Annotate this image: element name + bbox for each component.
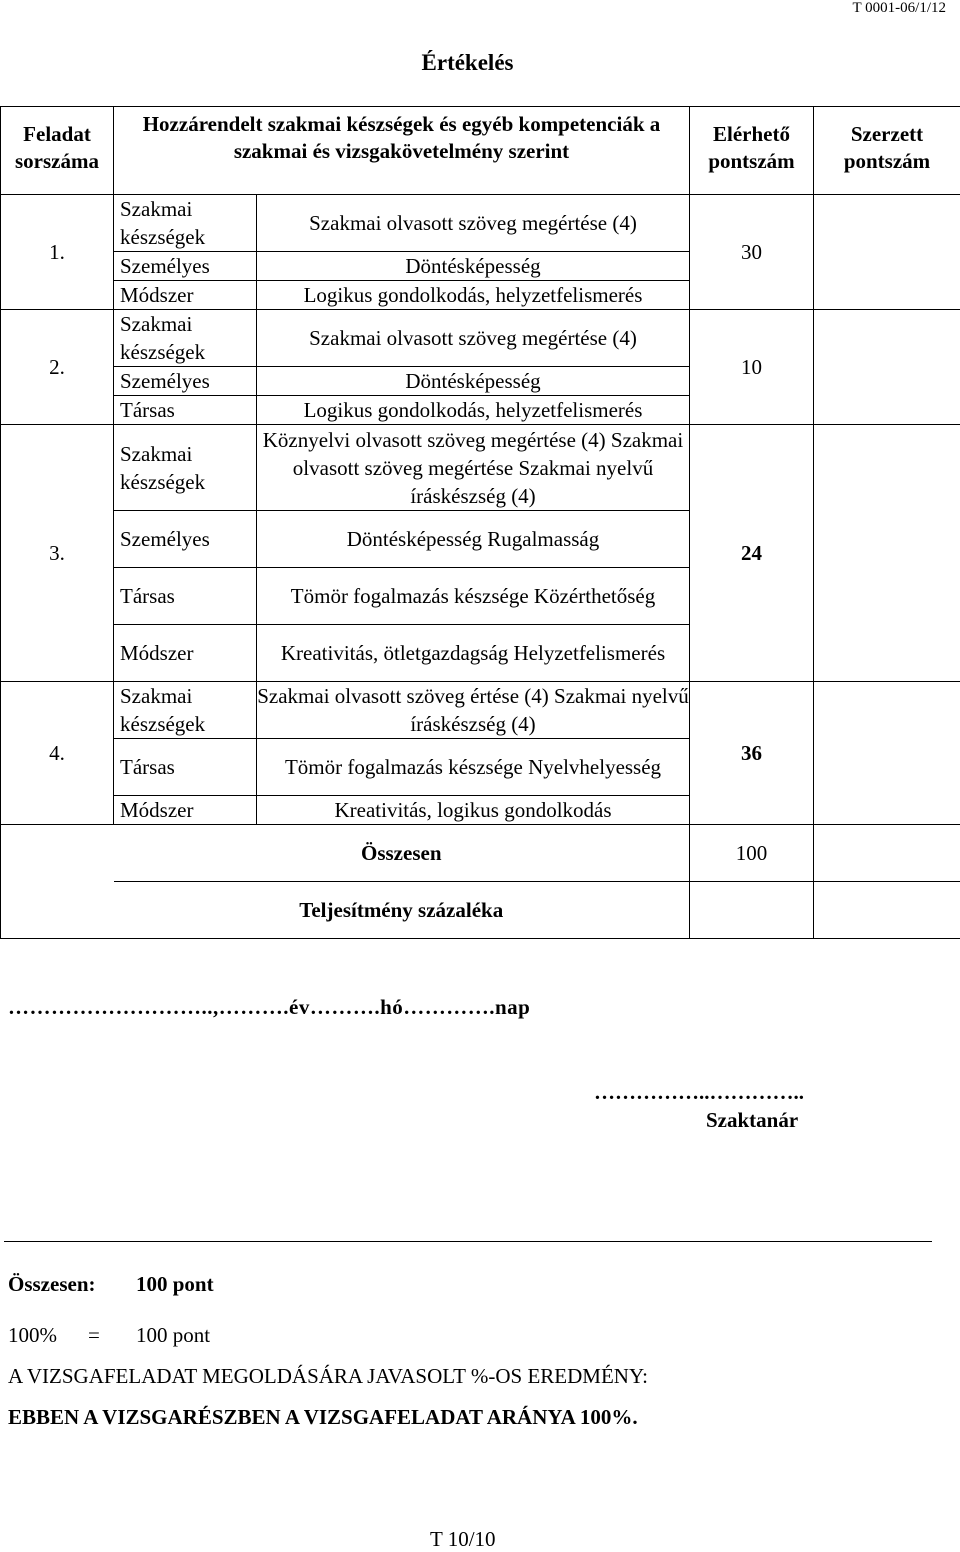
skill-description: Köznyelvi olvasott szöveg megértése (4) Szakmai olvasott szöveg megértése Szakmai nyelvű íráskészség (4) [257,425,690,511]
skill-category: Szakmai készségek [114,682,257,739]
task-number: 1. [1,195,114,310]
skill-category: Módszer [114,625,257,682]
summary-pct-label: 100% [8,1323,88,1348]
task-number: 3. [1,425,114,682]
summary-total [8,1272,214,1297]
skill-category: Társas [114,396,257,425]
skill-description: Tömör fogalmazás készsége Közérthetőség [257,568,690,625]
date-line: ………………………..,……….év……….hó………….nap [8,995,530,1020]
available-points: 36 [690,682,814,825]
skill-category: Személyes [114,511,257,568]
skill-category: Szakmai készségek [114,195,257,252]
skill-category: Személyes [114,252,257,281]
total-available-points: 100 [690,825,814,882]
skill-description: Döntésképesség Rugalmasság [257,511,690,568]
skill-description: Szakmai olvasott szöveg megértése (4) [257,310,690,367]
performance-percentage-earned-cell[interactable] [814,882,960,939]
summary-pct-eq: = [88,1323,136,1348]
header-earned-points: Szerzett pontszám [814,107,960,195]
evaluation-table [0,106,960,939]
task-ratio-line: EBBEN A VIZSGARÉSZBEN A VIZSGAFELADAT ARÁNYA 100%. [8,1405,638,1430]
available-points: 10 [690,310,814,425]
available-points: 30 [690,195,814,310]
page-title: Értékelés [0,50,935,76]
document-code: T 0001-06/1/12 [853,0,946,17]
skill-description: Tömör fogalmazás készsége Nyelvhelyesség [257,739,690,796]
skill-description: Szakmai olvasott szöveg értése (4) Szakmai nyelvű íráskészség (4) [257,682,690,739]
skill-category: Szakmai készségek [114,310,257,367]
total-label: Összesen [114,825,690,882]
skill-description: Kreativitás, ötletgazdagság Helyzetfelismerés [257,625,690,682]
earned-points-cell[interactable] [814,425,960,682]
earned-points-cell[interactable] [814,195,960,310]
skill-description: Döntésképesség [257,252,690,281]
skill-description: Döntésképesség [257,367,690,396]
skill-category: Módszer [114,281,257,310]
summary-pct-value: 100 pont [136,1323,210,1348]
header-skills: Hozzárendelt szakmai készségek és egyéb kompetenciák a szakmai és vizsgakövetelmény szerint [114,107,690,195]
task-number: 2. [1,310,114,425]
skill-description: Logikus gondolkodás, helyzetfelismerés [257,396,690,425]
skill-category: Társas [114,568,257,625]
task-number: 4. [1,682,114,825]
available-points: 24 [690,425,814,682]
skill-category: Szakmai készségek [114,425,257,511]
skill-category: Személyes [114,367,257,396]
total-earned-points-cell[interactable] [814,825,960,882]
divider [4,1241,932,1242]
suggested-result-line: A VIZSGAFELADAT MEGOLDÁSÁRA JAVASOLT %-OS EREDMÉNY: [8,1364,648,1389]
performance-percentage-value[interactable] [690,882,814,939]
summary-total-value: 100 pont [136,1272,214,1297]
skill-description: Logikus gondolkodás, helyzetfelismerés [257,281,690,310]
summary-percentage [8,1323,210,1348]
skill-description: Szakmai olvasott szöveg megértése (4) [257,195,690,252]
earned-points-cell[interactable] [814,310,960,425]
skill-category: Társas [114,739,257,796]
page-number: T 10/10 [430,1527,496,1552]
header-available-points: Elérhető pontszám [690,107,814,195]
earned-points-cell[interactable] [814,682,960,825]
header-task-no: Feladat sorszáma [1,107,114,195]
signature-line: ……………..………….. [594,1080,804,1105]
performance-percentage-label: Teljesítmény százaléka [114,882,690,939]
signer-title: Szaktanár [706,1108,798,1133]
skill-description: Kreativitás, logikus gondolkodás [257,796,690,825]
summary-total-label: Összesen: [8,1272,136,1297]
skill-category: Módszer [114,796,257,825]
